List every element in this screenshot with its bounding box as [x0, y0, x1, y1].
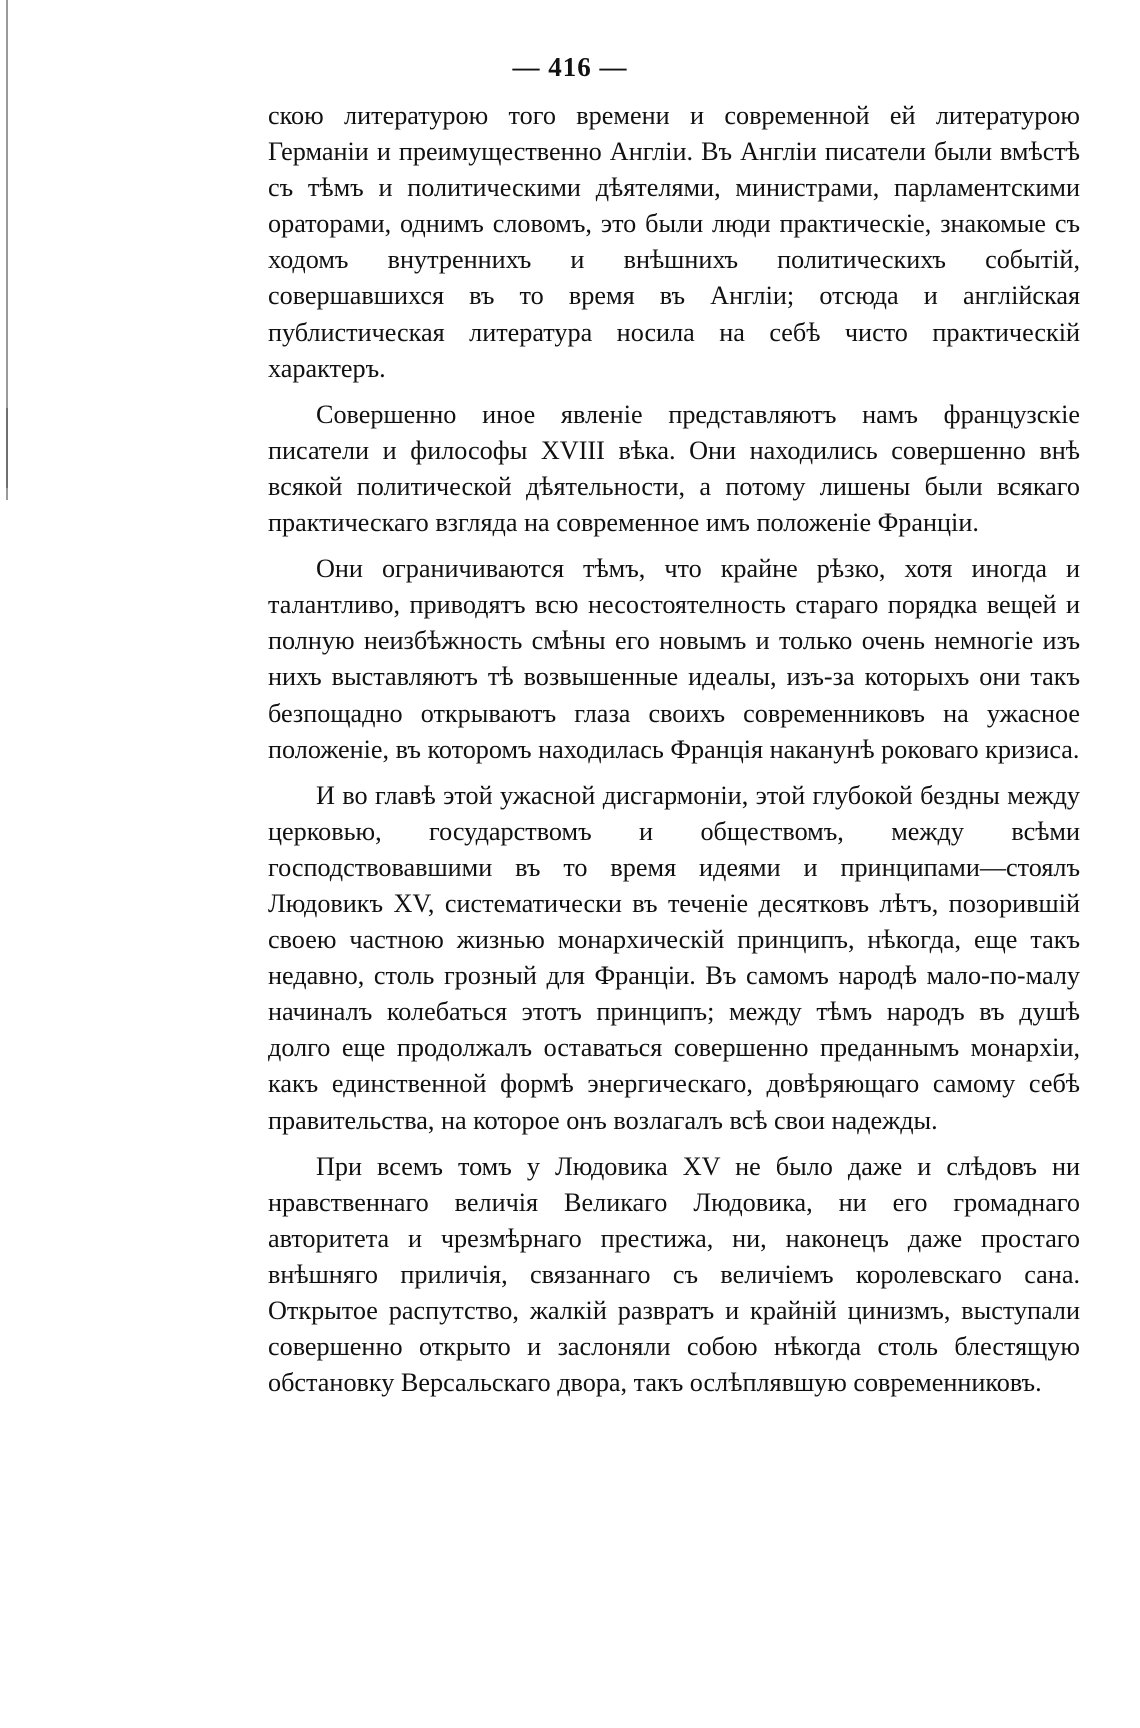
- paragraph-1: скою литературою того времени и современной ей литературою Германіи и преимущественно Англіи. Въ Англіи писатели были вмѣстѣ съ тѣмъ и политическими дѣятелями, министрами, парламентскими ораторами, однимъ словомъ, это были люди практическіе, знакомые съ ходомъ внутреннихъ и внѣшнихъ политическихъ событій, совершавшихся въ то время въ Англіи; отсюда и англійская публистическая литература носила на себѣ чисто практическій характеръ.: [268, 101, 1080, 383]
- body-text: [268, 98, 1080, 1411]
- scan-margin-mark: [6, 408, 8, 488]
- paragraph-5: При всемъ томъ у Людовика XV не было даже и слѣдовъ ни нравственнаго величія Великаго Людовика, ни его громаднаго авторитета и чрезмѣрнаго престижа, ни, наконецъ даже простаго внѣшняго приличія, связаннаго съ величіемъ королевскаго сана. Открытое распутство, жалкій развратъ и крайній цинизмъ, выступали совершенно открыто и заслоняли собою нѣкогда столь блестящую обстановку Версальскаго двора, такъ ослѣплявшую современниковъ.: [268, 1151, 1080, 1398]
- page-number: — 416 —: [512, 52, 628, 82]
- paragraph-4: И во главѣ этой ужасной дисгармоніи, этой глубокой бездны между церковью, государствомъ и обществомъ, между всѣми господствовавшими въ то время идеями и принципами—стоялъ Людовикъ XV, систематически въ теченіе десятковъ лѣтъ, позорившій своею частною жизнью монархическій принципъ, нѣкогда, еще такъ недавно, столь грозный для Франціи. Въ самомъ народѣ мало-по-малу начиналъ колебаться этотъ принципъ; между тѣмъ народъ въ душѣ долго еще продолжалъ оставаться совершенно преданнымъ монархіи, какъ единственной формѣ энергическаго, довѣряющаго самому себѣ правительства, на которое онъ возлагалъ всѣ свои надежды.: [268, 780, 1080, 1135]
- paragraph-3: Они ограничиваются тѣмъ, что крайне рѣзко, хотя иногда и талантливо, приводятъ всю несостоятелность стараго порядка вещей и полную неизбѣжность смѣны его новымъ и только очень немногіе изъ нихъ выставляютъ тѣ возвышенные идеалы, изъ-за которыхъ они такъ безпощадно открываютъ глаза своихъ современниковъ на ужасное положеніе, въ которомъ находилась Франція наканунѣ роковаго кризиса.: [268, 554, 1080, 764]
- paragraph-2: Совершенно иное явленіе представляютъ намъ французскіе писатели и философы XVIII вѣка. Они находились совершенно внѣ всякой политической дѣятельности, а потому лишены были всякаго практическаго взгляда на современное имъ положеніе Франціи.: [268, 399, 1080, 538]
